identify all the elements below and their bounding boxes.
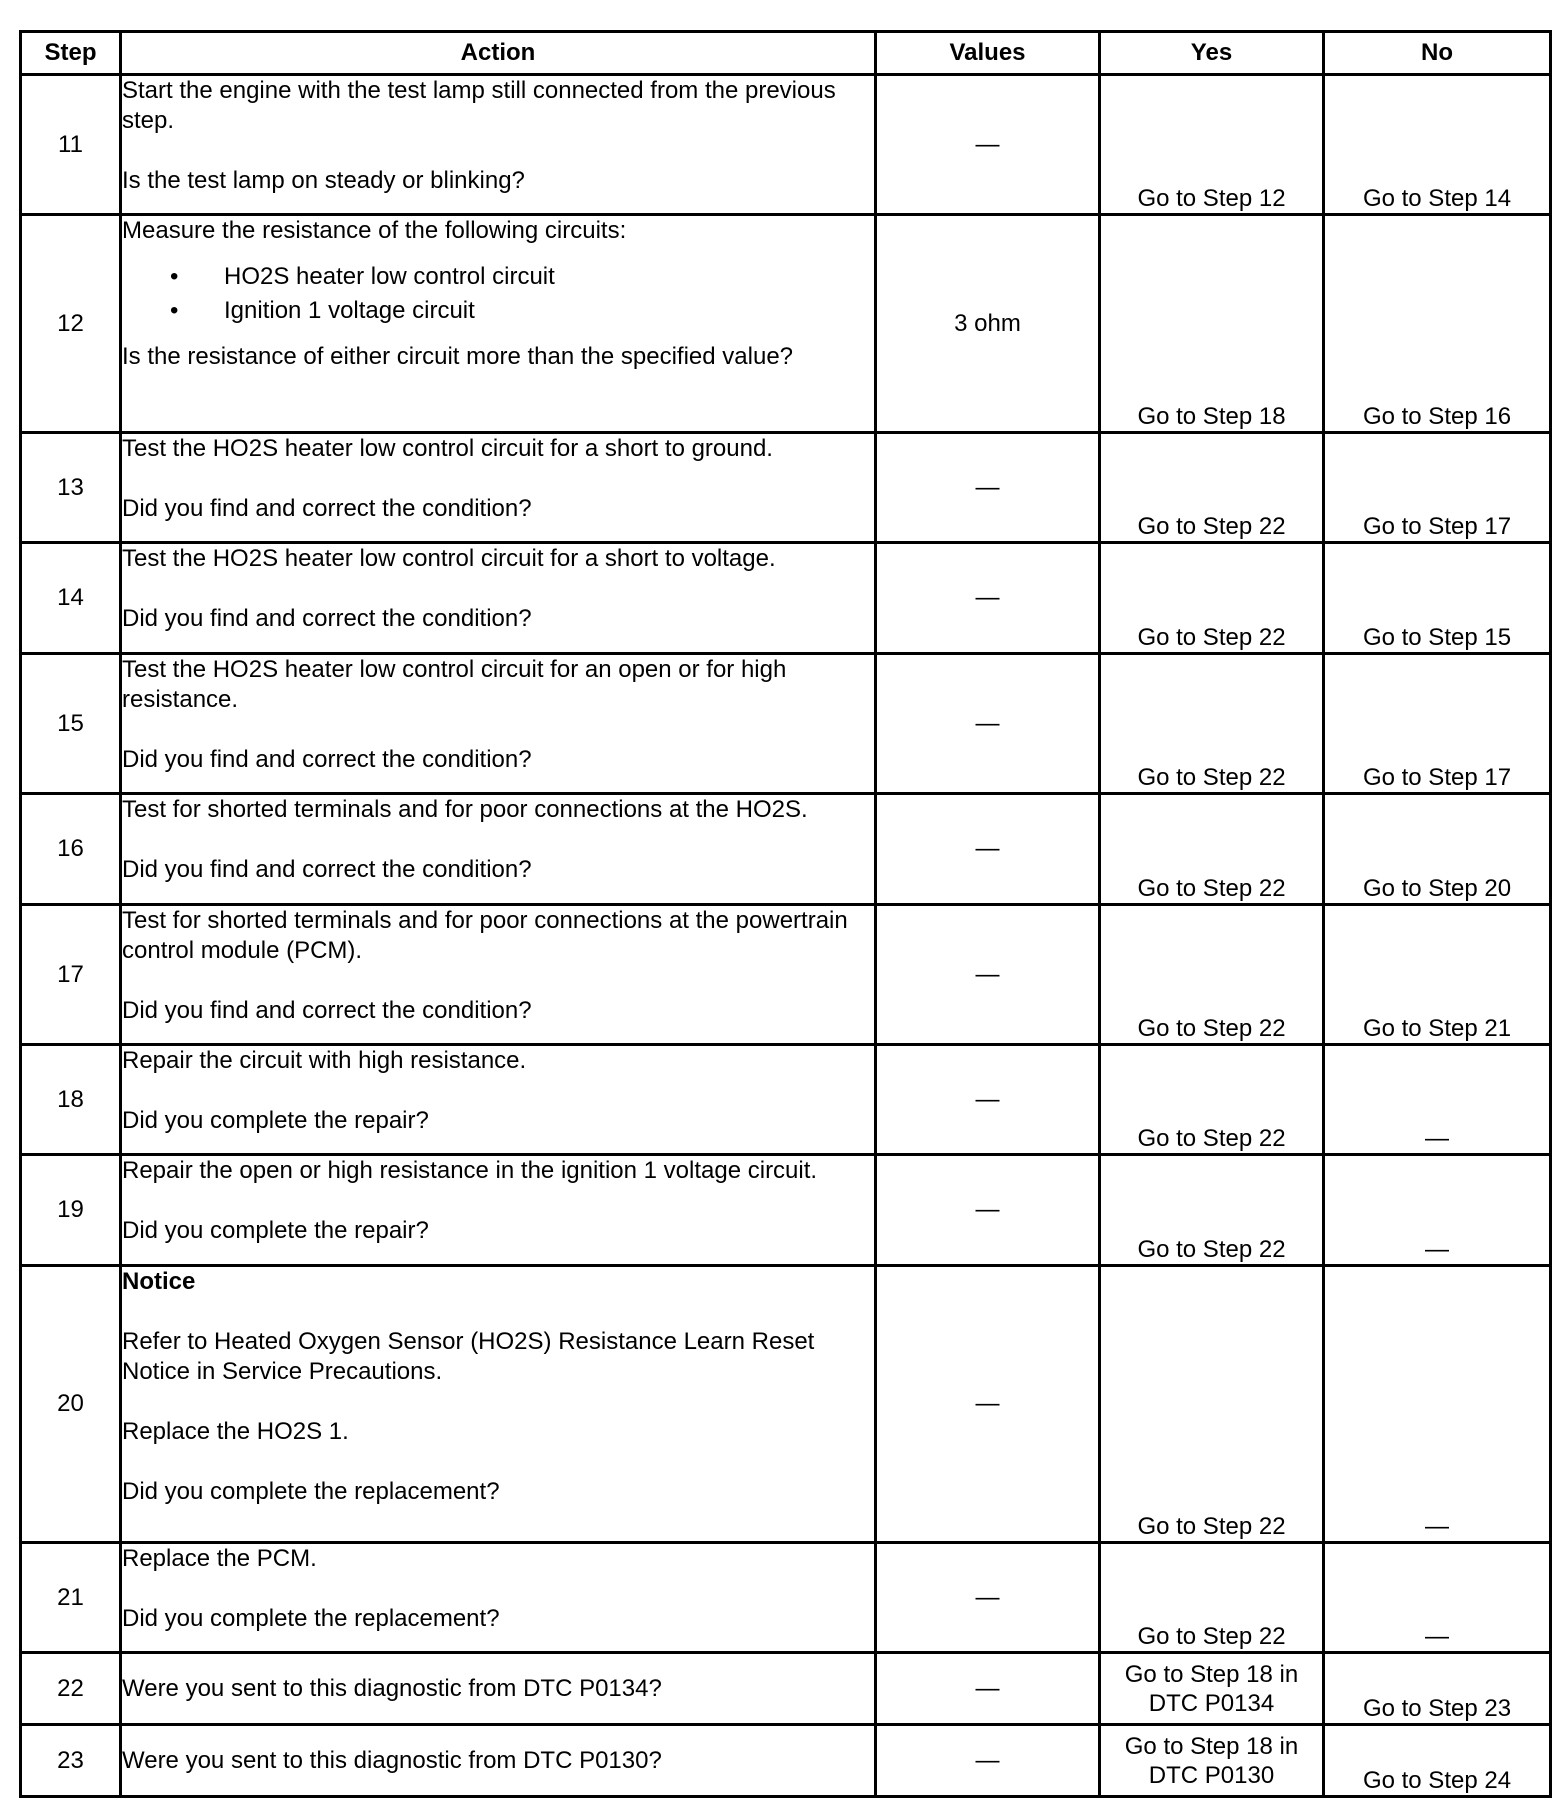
value-cell: — bbox=[876, 433, 1100, 543]
yes-line: DTC P0134 bbox=[1148, 1689, 1275, 1717]
no-cell: — bbox=[1324, 1155, 1551, 1266]
header-step: Step bbox=[21, 32, 121, 75]
action-cell bbox=[121, 1266, 876, 1543]
action-question: Is the test lamp on steady or blinking? bbox=[122, 167, 525, 194]
yes-line: DTC P0130 bbox=[1148, 1761, 1275, 1789]
value-cell: — bbox=[876, 1653, 1100, 1725]
yes-cell: Go to Step 22 bbox=[1100, 1045, 1324, 1155]
action-cell bbox=[121, 543, 876, 654]
action-cell bbox=[121, 433, 876, 543]
no-cell: Go to Step 20 bbox=[1324, 794, 1551, 905]
table-row-step-16 bbox=[21, 794, 1551, 905]
step-number: 19 bbox=[21, 1155, 121, 1266]
table-row-step-19 bbox=[21, 1155, 1551, 1266]
value-cell: 3 ohm bbox=[876, 215, 1100, 433]
no-cell: Go to Step 23 bbox=[1324, 1653, 1551, 1725]
action-question: Did you find and correct the condition? bbox=[122, 605, 532, 632]
action-question: Did you complete the repair? bbox=[122, 1217, 429, 1244]
step-number: 11 bbox=[21, 75, 121, 215]
table-row-step-18 bbox=[21, 1045, 1551, 1155]
action-question: Is the resistance of either circuit more than the specified value? bbox=[122, 343, 794, 370]
yes-cell bbox=[1100, 1725, 1324, 1797]
no-cell: — bbox=[1324, 1543, 1551, 1653]
notice-title: Notice bbox=[122, 1268, 196, 1295]
action-cell bbox=[121, 1045, 876, 1155]
value-cell: — bbox=[876, 1045, 1100, 1155]
step-number: 12 bbox=[21, 215, 121, 433]
action-question: Did you find and correct the condition? bbox=[122, 746, 532, 773]
step-number: 18 bbox=[21, 1045, 121, 1155]
table-row-step-22 bbox=[21, 1653, 1551, 1725]
yes-cell: Go to Step 22 bbox=[1100, 794, 1324, 905]
list-item: • Ignition 1 voltage circuit bbox=[224, 294, 874, 328]
action-cell bbox=[121, 794, 876, 905]
action-text: Test the HO2S heater low control circuit for a short to ground. bbox=[122, 435, 773, 462]
value-cell: — bbox=[876, 654, 1100, 794]
action-text: Test the HO2S heater low control circuit for an open or for high resistance. bbox=[122, 656, 787, 713]
yes-cell: Go to Step 12 bbox=[1100, 75, 1324, 215]
action-question: Did you complete the repair? bbox=[122, 1107, 429, 1134]
action-text: Test for shorted terminals and for poor connections at the powertrain control module (PCM). bbox=[122, 907, 848, 964]
action-cell bbox=[121, 1725, 876, 1797]
action-question: Were you sent to this diagnostic from DTC P0134? bbox=[122, 1674, 662, 1702]
yes-cell: Go to Step 22 bbox=[1100, 1543, 1324, 1653]
step-number: 13 bbox=[21, 433, 121, 543]
action-text: Measure the resistance of the following circuits: bbox=[122, 217, 627, 244]
action-cell bbox=[121, 905, 876, 1045]
yes-cell: Go to Step 22 bbox=[1100, 1266, 1324, 1543]
header-row bbox=[21, 32, 1551, 75]
notice-text: Refer to Heated Oxygen Sensor (HO2S) Resistance Learn Reset Notice in Service Precautions. bbox=[122, 1328, 815, 1385]
action-text: Replace the PCM. bbox=[122, 1545, 317, 1572]
action-question: Did you find and correct the condition? bbox=[122, 856, 532, 883]
header-yes: Yes bbox=[1100, 32, 1324, 75]
yes-cell: Go to Step 22 bbox=[1100, 1155, 1324, 1266]
table-row-step-20 bbox=[21, 1266, 1551, 1543]
action-text: Test for shorted terminals and for poor connections at the HO2S. bbox=[122, 796, 808, 823]
action-cell bbox=[121, 215, 876, 433]
table-row-step-11 bbox=[21, 75, 1551, 215]
yes-line: Go to Step 18 in bbox=[1124, 1732, 1299, 1760]
action-cell bbox=[121, 75, 876, 215]
action-text: Test the HO2S heater low control circuit for a short to voltage. bbox=[122, 545, 776, 572]
table-row-step-17 bbox=[21, 905, 1551, 1045]
action-text: Replace the HO2S 1. bbox=[122, 1418, 349, 1445]
no-cell: Go to Step 21 bbox=[1324, 905, 1551, 1045]
action-text: Start the engine with the test lamp still connected from the previous step. bbox=[122, 77, 836, 134]
action-cell bbox=[121, 1155, 876, 1266]
no-cell: Go to Step 15 bbox=[1324, 543, 1551, 654]
step-number: 22 bbox=[21, 1653, 121, 1725]
yes-cell: Go to Step 18 bbox=[1100, 215, 1324, 433]
action-cell bbox=[121, 1653, 876, 1725]
no-cell: Go to Step 17 bbox=[1324, 654, 1551, 794]
action-text: Repair the circuit with high resistance. bbox=[122, 1047, 527, 1074]
step-number: 17 bbox=[21, 905, 121, 1045]
yes-cell: Go to Step 22 bbox=[1100, 654, 1324, 794]
diagnostic-table bbox=[19, 30, 1552, 1798]
header-no: No bbox=[1324, 32, 1551, 75]
yes-cell: Go to Step 22 bbox=[1100, 433, 1324, 543]
yes-cell: Go to Step 22 bbox=[1100, 905, 1324, 1045]
value-cell: — bbox=[876, 75, 1100, 215]
value-cell: — bbox=[876, 794, 1100, 905]
step-number: 14 bbox=[21, 543, 121, 654]
table-row-step-14 bbox=[21, 543, 1551, 654]
action-text: Repair the open or high resistance in the ignition 1 voltage circuit. bbox=[122, 1157, 818, 1184]
list-item: • HO2S heater low control circuit bbox=[224, 260, 874, 294]
no-cell: — bbox=[1324, 1266, 1551, 1543]
action-cell bbox=[121, 1543, 876, 1653]
header-action: Action bbox=[121, 32, 876, 75]
step-number: 16 bbox=[21, 794, 121, 905]
table-row-step-15 bbox=[21, 654, 1551, 794]
action-cell bbox=[121, 654, 876, 794]
step-number: 20 bbox=[21, 1266, 121, 1543]
no-cell: Go to Step 17 bbox=[1324, 433, 1551, 543]
yes-cell: Go to Step 22 bbox=[1100, 543, 1324, 654]
step-number: 23 bbox=[21, 1725, 121, 1797]
step-number: 21 bbox=[21, 1543, 121, 1653]
value-cell: — bbox=[876, 1725, 1100, 1797]
action-question: Were you sent to this diagnostic from DTC P0130? bbox=[122, 1746, 662, 1774]
action-question: Did you complete the replacement? bbox=[122, 1478, 500, 1505]
table-row-step-21 bbox=[21, 1543, 1551, 1653]
no-cell: Go to Step 16 bbox=[1324, 215, 1551, 433]
action-question: Did you complete the replacement? bbox=[122, 1605, 500, 1632]
value-cell: — bbox=[876, 543, 1100, 654]
circuit-list bbox=[122, 260, 874, 328]
table-row-step-12 bbox=[21, 215, 1551, 433]
no-cell: — bbox=[1324, 1045, 1551, 1155]
value-cell: — bbox=[876, 1543, 1100, 1653]
step-number: 15 bbox=[21, 654, 121, 794]
value-cell: — bbox=[876, 1155, 1100, 1266]
no-cell: Go to Step 24 bbox=[1324, 1725, 1551, 1797]
table-row-step-13 bbox=[21, 433, 1551, 543]
yes-cell bbox=[1100, 1653, 1324, 1725]
action-question: Did you find and correct the condition? bbox=[122, 495, 532, 522]
value-cell: — bbox=[876, 905, 1100, 1045]
value-cell: — bbox=[876, 1266, 1100, 1543]
header-values: Values bbox=[876, 32, 1100, 75]
yes-line: Go to Step 18 in bbox=[1124, 1660, 1299, 1688]
table-row-step-23 bbox=[21, 1725, 1551, 1797]
no-cell: Go to Step 14 bbox=[1324, 75, 1551, 215]
action-question: Did you find and correct the condition? bbox=[122, 997, 532, 1024]
